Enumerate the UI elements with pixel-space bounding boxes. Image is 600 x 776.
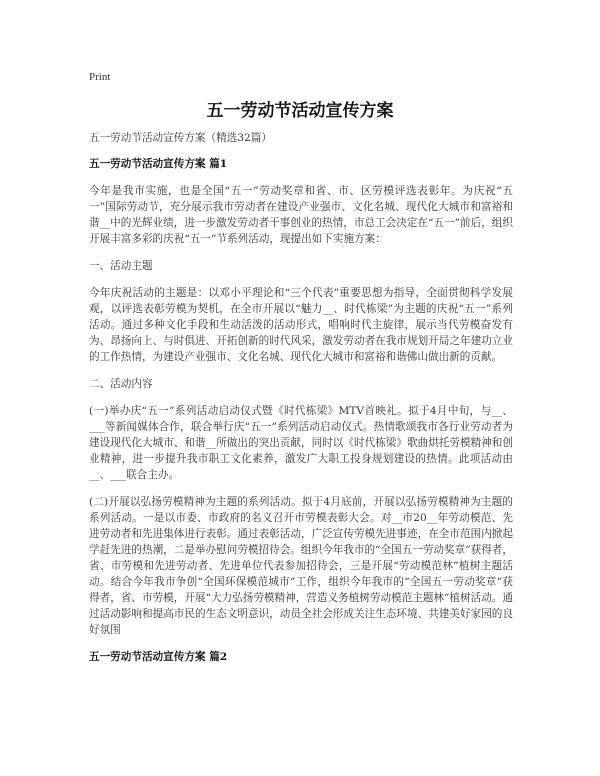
section-heading-content: 二、活动内容 xyxy=(89,378,153,390)
print-label[interactable]: Print xyxy=(89,71,111,83)
document-body xyxy=(89,130,513,676)
section-heading-theme: 一、活动主题 xyxy=(89,260,153,272)
intro-paragraph: 今年是我市实施，也是全国“五一”劳动奖章和省、市、区劳模评选表彰年。为庆祝“五一”国际劳动节，充分展示我市劳动者在建设产业强市、文化名城、现代化大城市和富裕和谐__中的光辉业绩，进一步激发劳动者干事创业的热情，市总工会决定在“五一”前后，组织开展丰富多彩的庆祝“五一”节系列活动，现提出如下实施方案： xyxy=(89,185,513,245)
article-heading-1: 五一劳动节活动宣传方案 篇1 xyxy=(89,158,228,170)
article-heading-2: 五一劳动节活动宣传方案 篇2 xyxy=(89,651,228,663)
document-subtitle: 五一劳动节活动宣传方案（精选32篇） xyxy=(89,132,272,144)
page-title: 五一劳动节活动宣传方案 xyxy=(206,101,394,121)
theme-paragraph: 今年庆祝活动的主题是：以邓小平理论和“三个代表”重要思想为指导，全面贯彻科学发展观，以评选表彰劳模为契机，在全市开展以“魅力__、时代栋梁”为主题的庆祝“五一”系列活动。通过多种文化手段和生动活泼的活动形式，唱响时代主旋律，展示当代劳模奋发有为、昂扬向上、与时俱进、开拓创新的时代风采，激发劳动者在我市规划开局之年建功立业的工作热情，为建设产业强市、文化名城、现代化大城市和富裕和谐佛山做出新的贡献。 xyxy=(89,287,513,363)
content-item-1: (一)举办庆“五一”系列活动启动仪式暨《时代栋梁》MTV首映礼。拟于4月中旬，与__、___等新闻媒体合作，联合举行庆“五一”系列活动启动仪式。热情歌颂我市各行业劳动者为建设现代化大城市、和谐__所做出的突出贡献，同时以《时代栋梁》歌曲烘托劳模精神和创业精神，进一步提升我市职工文化素养，激发广大职工投身规划建设的热情。此项活动由__、___联合主办。 xyxy=(89,405,513,481)
content-item-2: (二)开展以弘扬劳模精神为主题的系列活动。拟于4月底前，开展以弘扬劳模精神为主题的系列活动。一是以市委、市政府的名义召开市劳模表彰大会。对__市20__年劳动模范、先进劳动者和先进集体进行表彰。通过表彰活动，广泛宣传劳模先进事迹，在全市范围内掀起学赶先进的热潮，二是举办慰问劳模招待会。组织今年我市的“全国五一劳动奖章”获得者，省、市劳模和先进劳动者、先进单位代表参加招待会，三是开展“劳动模范林”植树主题活动。结合今年我市争创“全国环保模范城市”工作，组织今年我市的“全国五一劳动奖章”获得者，省、市劳模，开展“大力弘扬劳模精神，营造义务植树劳动模范主题林”植树活动。通过活动影响和提高市民的生态文明意识，动员全社会形成关注生态环境、共建美好家园的良好氛围 xyxy=(89,496,513,636)
